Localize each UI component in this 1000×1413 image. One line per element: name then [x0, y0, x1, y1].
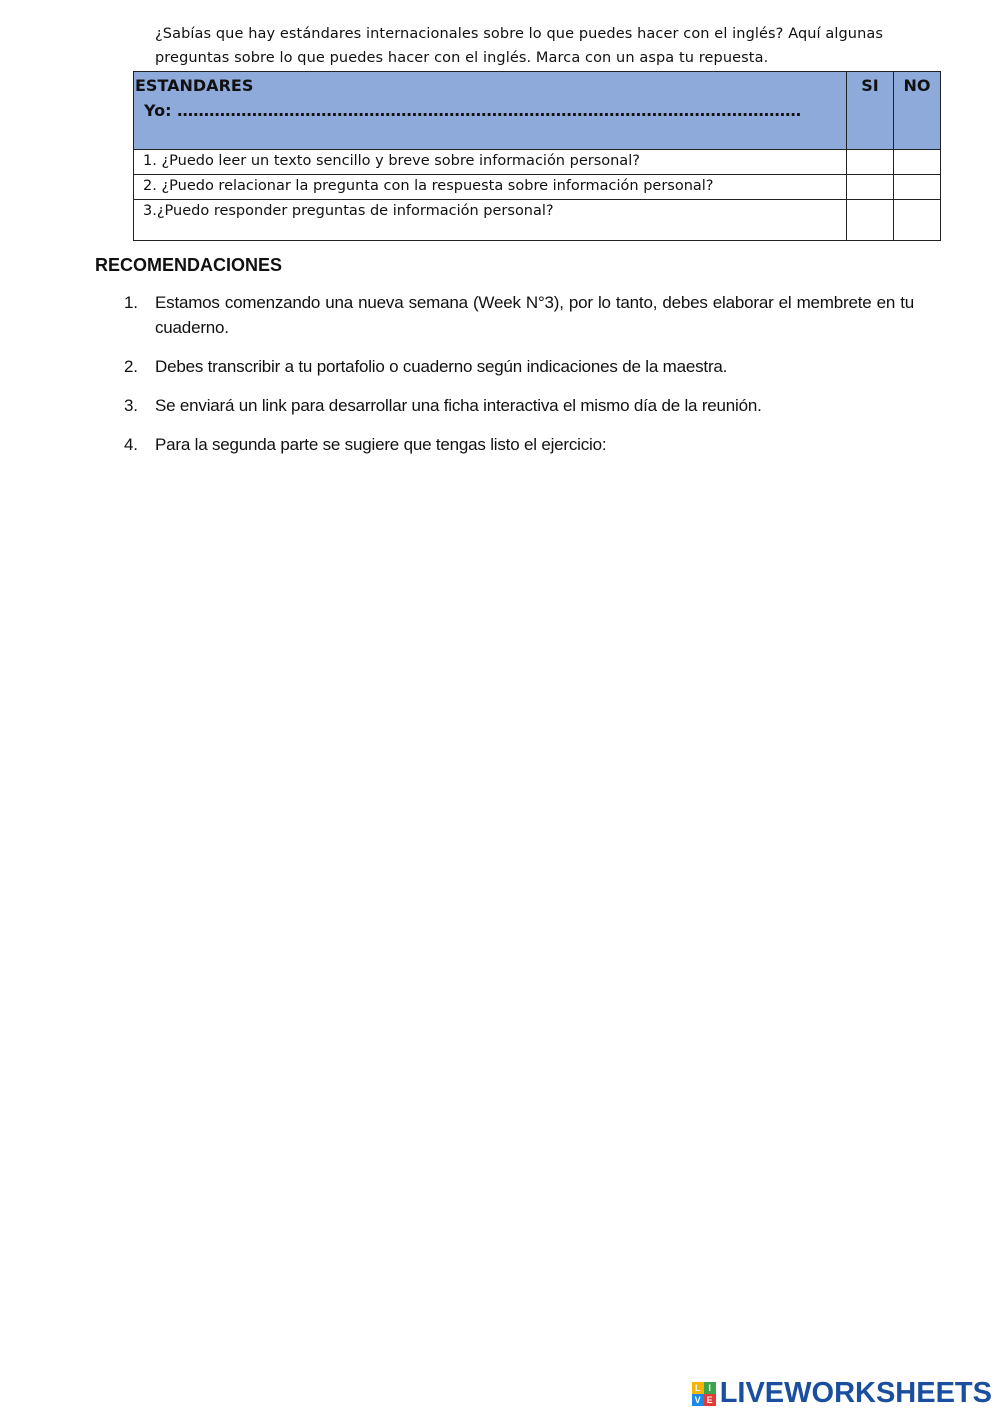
- liveworksheets-logo: [692, 1377, 992, 1410]
- si-column-header: SI: [847, 72, 894, 150]
- list-item-text: Para la segunda parte se sugiere que tengas listo el ejercicio:: [155, 435, 607, 454]
- list-item-text: Debes transcribir a tu portafolio o cuaderno según indicaciones de la maestra.: [155, 357, 728, 376]
- liveworksheets-logo-icon: [692, 1382, 716, 1406]
- list-item-text: Se enviará un link para desarrollar una ficha interactiva el mismo día de la reunión.: [155, 396, 762, 415]
- table-row: [134, 200, 941, 241]
- list-item-number: 3.: [124, 396, 138, 415]
- logo-tile-v: V: [692, 1394, 704, 1406]
- list-item: [124, 354, 914, 379]
- yo-name-line: Yo: ………………………………………………………………………………………………………: [144, 101, 802, 120]
- table-row: [134, 175, 941, 200]
- intro-line-1: ¿Sabías que hay estándares internacionales sobre lo que puedes hacer con el inglés? Aquí algunas: [155, 26, 884, 42]
- list-item-text: Estamos comenzando una nueva semana (Week N°3), por lo tanto, debes elaborar el membrete en tu cuaderno.: [155, 293, 914, 337]
- list-item: [124, 290, 914, 340]
- no-checkbox-cell[interactable]: [894, 200, 941, 241]
- liveworksheets-logo-text: LIVEWORKSHEETS: [719, 1377, 992, 1409]
- standards-table: [133, 71, 941, 241]
- si-checkbox-cell[interactable]: [847, 175, 894, 200]
- no-column-header: NO: [894, 72, 941, 150]
- question-cell: 3.¿Puedo responder preguntas de información personal?: [134, 200, 847, 241]
- question-cell: 2. ¿Puedo relacionar la pregunta con la respuesta sobre información personal?: [134, 175, 847, 200]
- list-item: [124, 432, 914, 457]
- logo-tile-l: L: [692, 1382, 704, 1394]
- standards-title: ESTANDARES: [135, 76, 254, 95]
- list-item-number: 2.: [124, 357, 138, 376]
- list-item-number: 4.: [124, 435, 138, 454]
- question-cell: 1. ¿Puedo leer un texto sencillo y breve sobre información personal?: [134, 150, 847, 175]
- si-checkbox-cell[interactable]: [847, 200, 894, 241]
- list-item-number: 1.: [124, 293, 138, 312]
- si-checkbox-cell[interactable]: [847, 150, 894, 175]
- intro-paragraph: [155, 22, 925, 70]
- standards-header-cell: [134, 72, 847, 150]
- no-checkbox-cell[interactable]: [894, 150, 941, 175]
- table-header-row: [134, 72, 941, 150]
- no-checkbox-cell[interactable]: [894, 175, 941, 200]
- recommendations-list: [124, 290, 914, 471]
- logo-tile-e: E: [704, 1394, 716, 1406]
- table-row: [134, 150, 941, 175]
- logo-tile-i: I: [704, 1382, 716, 1394]
- intro-line-2: preguntas sobre lo que puedes hacer con el inglés. Marca con un aspa tu repuesta.: [155, 50, 769, 66]
- list-item: [124, 393, 914, 418]
- recommendations-title: RECOMENDACIONES: [95, 255, 283, 275]
